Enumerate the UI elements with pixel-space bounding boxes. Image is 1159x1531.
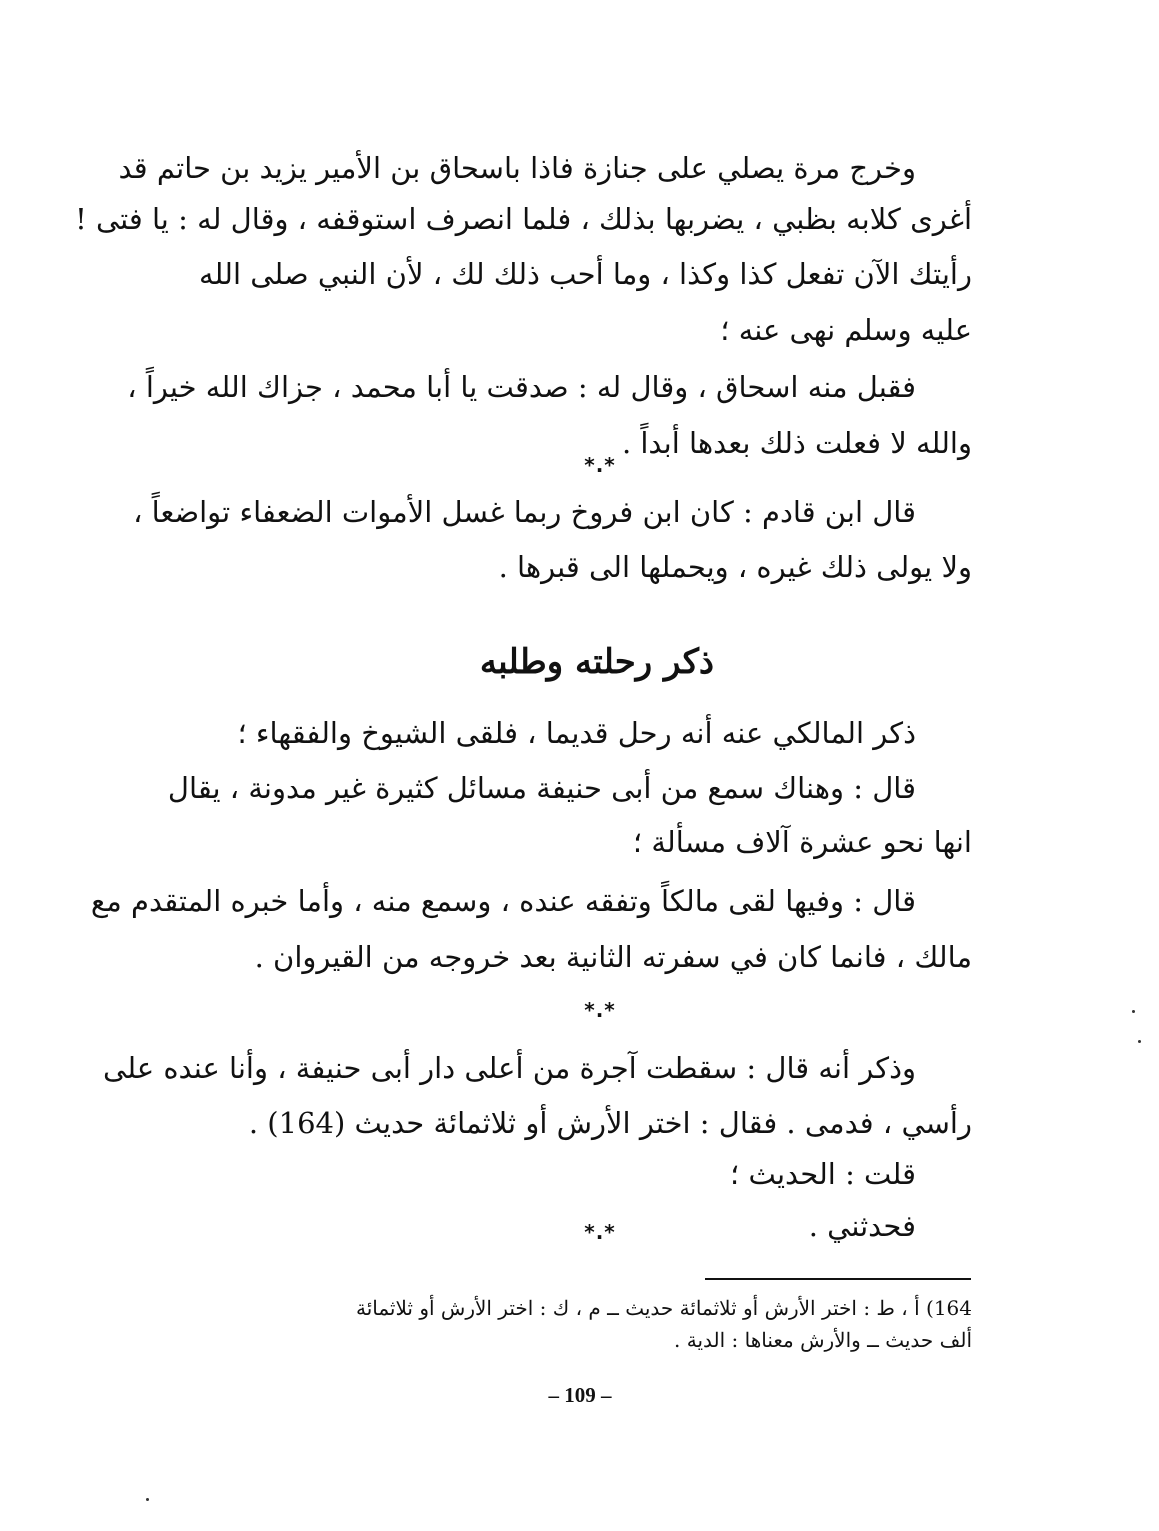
paragraph-1-line-4: عليه وسلم نهى عنه ؛ <box>720 313 972 347</box>
footnote-line-2: ألف حديث ــ والأرش معناها : الدية . <box>674 1328 972 1352</box>
scan-speck <box>1132 1010 1135 1013</box>
section-separator-3: *.* <box>584 1220 616 1244</box>
paragraph-1-line-1: وخرج مرة يصلي على جنازة فاذا باسحاق بن الأمير يزيد بن حاتم قد <box>118 151 916 185</box>
footnote-line-1: 164) أ ، ط : اختر الأرش أو ثلاثمائة حديث ــ م ، ك : اختر الأرش أو ثلاثمائة <box>355 1296 972 1320</box>
paragraph-3-line-2: ولا يولى ذلك غيره ، ويحملها الى قبرها . <box>498 550 972 584</box>
footnote-rule <box>705 1278 971 1280</box>
paragraph-5-line-1: قال : وهناك سمع من أبى حنيفة مسائل كثيرة غير مدونة ، يقال <box>167 771 916 805</box>
paragraph-5-line-2: انها نحو عشرة آلاف مسألة ؛ <box>632 825 972 859</box>
section-separator-1: *.* <box>584 453 616 477</box>
paragraph-7-line-1: وذكر أنه قال : سقطت آجرة من أعلى دار أبى حنيفة ، وأنا عنده على <box>103 1051 916 1085</box>
paragraph-9-line-1: فحدثني . <box>808 1209 916 1243</box>
scan-speck <box>146 1498 149 1501</box>
paragraph-4-line-1: ذكر المالكي عنه أنه رحل قديما ، فلقى الشيوخ والفقهاء ؛ <box>237 716 916 750</box>
paragraph-7-line-2: رأسي ، فدمى . فقال : اختر الأرش أو ثلاثمائة حديث (164) . <box>248 1106 972 1140</box>
section-separator-2: *.* <box>584 998 616 1022</box>
section-heading: ذكر رحلته وطلبه <box>479 642 715 682</box>
page-number: – 109 – <box>548 1383 612 1407</box>
paragraph-8-line-1: قلت : الحديث ؛ <box>730 1157 916 1191</box>
scan-speck <box>1138 1040 1141 1043</box>
paragraph-1-line-3: رأيتك الآن تفعل كذا وكذا ، وما أحب ذلك لك ، لأن النبي صلى الله <box>198 257 972 291</box>
paragraph-3-line-1: قال ابن قادم : كان ابن فروخ ربما غسل الأموات الضعفاء تواضعاً ، <box>133 495 916 529</box>
paragraph-2-line-2: والله لا فعلت ذلك بعدها أبداً . <box>621 426 972 460</box>
paragraph-1-line-2: أغرى كلابه بظبي ، يضربها بذلك ، فلما انصرف استوقفه ، وقال له : يا فتى ! <box>75 202 972 236</box>
paragraph-6-line-2: مالك ، فانما كان في سفرته الثانية بعد خروجه من القيروان . <box>254 940 972 974</box>
paragraph-2-line-1: فقبل منه اسحاق ، وقال له : صدقت يا أبا محمد ، جزاك الله خيراً ، <box>127 370 916 404</box>
paragraph-6-line-1: قال : وفيها لقى مالكاً وتفقه عنده ، وسمع منه ، وأما خبره المتقدم مع <box>90 884 916 918</box>
